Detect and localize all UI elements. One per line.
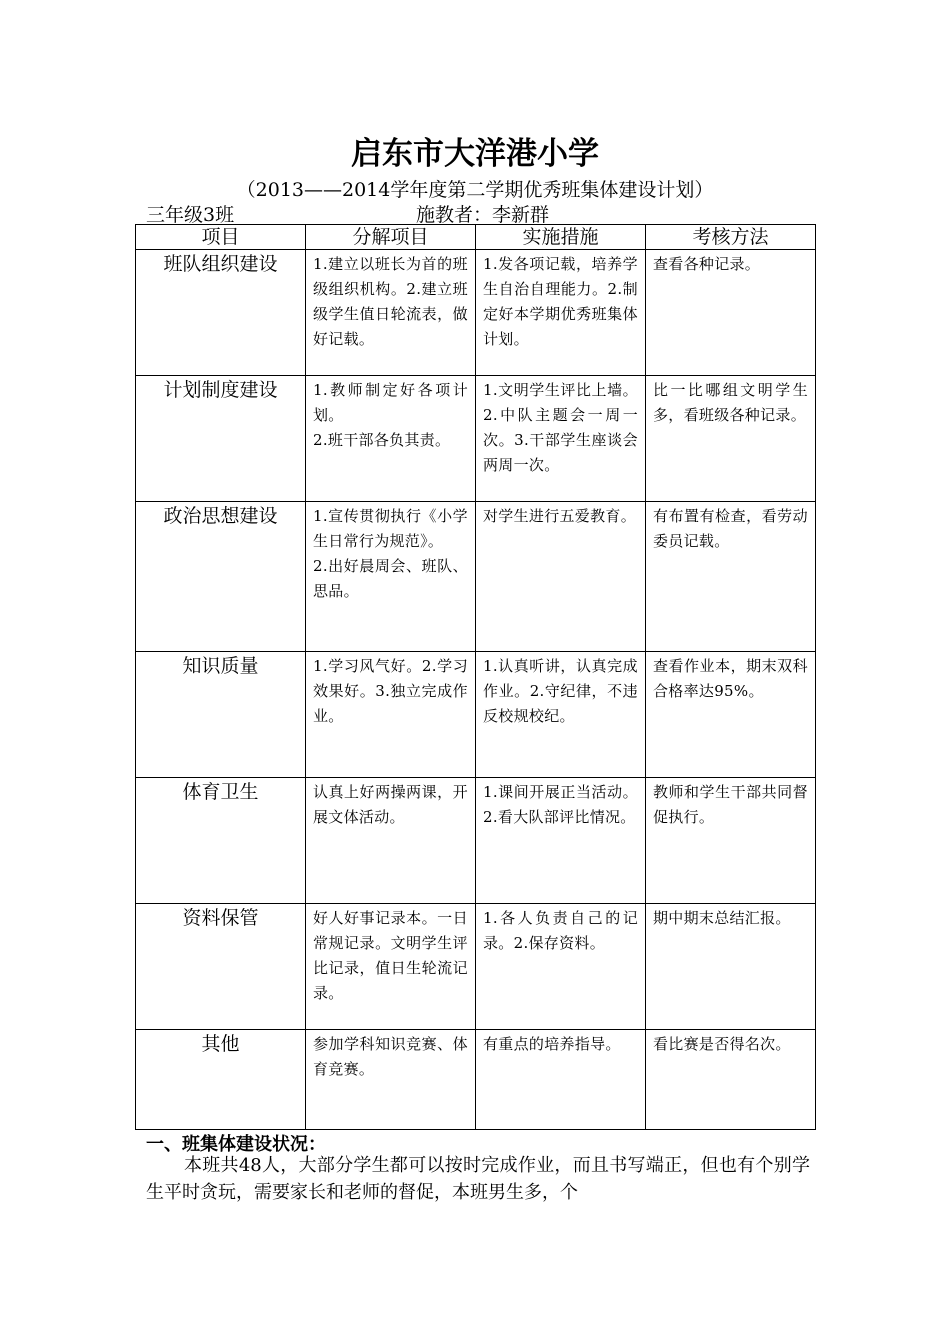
row-assessment: 看比赛是否得名次。 (646, 1030, 816, 1130)
table-row (136, 904, 816, 1030)
row-assessment: 查看各种记录。 (646, 250, 816, 376)
table-row (136, 1030, 816, 1130)
row-item: 资料保管 (136, 904, 306, 1030)
row-measures: 1.文明学生评比上墙。2.中队主题会一周一次。3.干部学生座谈会两周一次。 (476, 376, 646, 502)
row-breakdown: 1.学习风气好。2.学习效果好。3.独立完成作业。 (306, 652, 476, 778)
row-assessment: 教师和学生干部共同督促执行。 (646, 778, 816, 904)
table-row (136, 502, 816, 652)
row-item: 政治思想建设 (136, 502, 306, 652)
row-assessment: 查看作业本，期末双科合格率达95%。 (646, 652, 816, 778)
row-breakdown: 好人好事记录本。一日常规记录。文明学生评比记录，值日生轮流记录。 (306, 904, 476, 1030)
row-measures: 对学生进行五爱教育。 (476, 502, 646, 652)
row-breakdown: 参加学科知识竞赛、体育竞赛。 (306, 1030, 476, 1130)
header-assessment: 考核方法 (646, 225, 816, 250)
class-label: 三年级3班 (146, 204, 235, 226)
row-measures: 有重点的培养指导。 (476, 1030, 646, 1130)
row-item: 知识质量 (136, 652, 306, 778)
teacher-label: 施教者：李新群 (416, 204, 550, 226)
row-breakdown: 认真上好两操两课，开展文体活动。 (306, 778, 476, 904)
page-subtitle: （2013——2014学年度第二学期优秀班集体建设计划） (236, 179, 714, 201)
table-row (136, 652, 816, 778)
header-breakdown: 分解项目 (306, 225, 476, 250)
row-breakdown: 1.建立以班长为首的班级组织机构。2.建立班级学生值日轮流表，做好记载。 (306, 250, 476, 376)
header-item: 项目 (136, 225, 306, 250)
row-item: 班队组织建设 (136, 250, 306, 376)
row-measures: 1.发各项记载，培养学生自治自理能力。2.制定好本学期优秀班集体计划。 (476, 250, 646, 376)
row-assessment: 期中期末总结汇报。 (646, 904, 816, 1030)
row-measures: 1.各人负责自己的记录。2.保存资料。 (476, 904, 646, 1030)
section-paragraph: 本班共48人，大部分学生都可以按时完成作业，而且书写端正，但也有个别学生平时贪玩，需要家长和老师的督促，本班男生多，个 (146, 1155, 810, 1203)
row-item: 体育卫生 (136, 778, 306, 904)
row-breakdown: 1.教师制定好各项计划。 2.班干部各负其责。 (306, 376, 476, 502)
table-header-row (136, 225, 816, 250)
table-row (136, 250, 816, 376)
row-assessment: 比一比哪组文明学生多，看班级各种记录。 (646, 376, 816, 502)
row-measures: 1.认真听讲，认真完成作业。2.守纪律，不违反校规校纪。 (476, 652, 646, 778)
row-item: 计划制度建设 (136, 376, 306, 502)
row-breakdown: 1.宣传贯彻执行《小学生日常行为规范》。 2.出好晨周会、班队、思品。 (306, 502, 476, 652)
section-heading: 一、班集体建设状况： (146, 1134, 326, 1155)
header-measures: 实施措施 (476, 225, 646, 250)
page-title: 启东市大洋港小学 (351, 136, 599, 172)
table-row (136, 376, 816, 502)
plan-table (135, 224, 816, 1130)
row-item: 其他 (136, 1030, 306, 1130)
row-measures: 1.课间开展正当活动。2.看大队部评比情况。 (476, 778, 646, 904)
table-row (136, 778, 816, 904)
row-assessment: 有布置有检查，看劳动委员记载。 (646, 502, 816, 652)
